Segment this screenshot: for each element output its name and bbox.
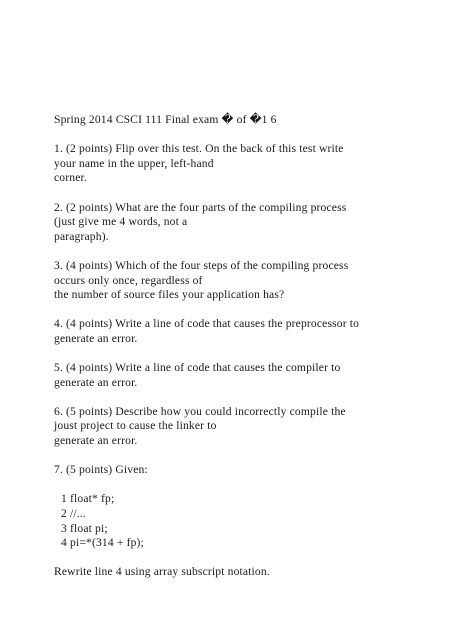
text-line: generate an error. — [54, 331, 138, 345]
text-line: generate an error. — [54, 434, 138, 448]
paragraph-gap — [54, 244, 414, 259]
paragraph-gap — [54, 303, 414, 318]
code-line: 4 pi=*(314 + fp); — [61, 536, 144, 550]
text-line: 3. (4 points) Which of the four steps of the compiling process — [54, 258, 349, 272]
question-paragraph — [54, 201, 414, 245]
text-line: occurs only once, regardless of — [54, 273, 203, 287]
exam-text — [54, 113, 414, 580]
paragraph-gap — [54, 128, 414, 143]
text-line: 5. (4 points) Write a line of code that causes the compiler to — [54, 361, 341, 375]
text-line: 4. (4 points) Write a line of code that causes the preprocessor to — [54, 317, 360, 331]
question-paragraph — [54, 565, 414, 580]
text-line: 2. (2 points) What are the four parts of the compiling process — [54, 200, 347, 214]
paragraph-gap — [54, 478, 414, 493]
text-line: generate an error. — [54, 375, 138, 389]
question-paragraph — [54, 361, 414, 390]
text-line: paragraph). — [54, 229, 109, 243]
question-paragraph — [54, 317, 414, 346]
code-line: 3 float pi; — [61, 521, 108, 535]
paragraph-gap — [54, 449, 414, 464]
exam-header — [54, 113, 414, 128]
text-line: Rewrite line 4 using array subscript notation. — [54, 565, 270, 579]
text-line: (just give me 4 words, not a — [54, 215, 188, 229]
text-line: your name in the upper, left-hand — [54, 156, 214, 170]
text-line: 6. (5 points) Describe how you could incorrectly compile the — [54, 404, 346, 418]
paragraph-gap — [54, 347, 414, 362]
text-line: corner. — [54, 171, 87, 185]
question-paragraph — [54, 405, 414, 449]
paragraph-gap — [54, 390, 414, 405]
text-line: joust project to cause the linker to — [54, 419, 217, 433]
question-paragraph — [54, 142, 414, 186]
text-line: the number of source files your application has? — [54, 288, 285, 302]
text-line: 7. (5 points) Given: — [54, 463, 148, 477]
code-line: 1 float* fp; — [61, 492, 115, 506]
question-paragraph — [54, 259, 414, 303]
paragraph-gap — [54, 551, 414, 566]
text-line: 1. (2 points) Flip over this test. On the back of this test write — [54, 142, 344, 156]
question-paragraph — [54, 463, 414, 478]
text-line: Spring 2014 CSCI 111 Final exam � of �1 6 — [54, 113, 277, 126]
code-line: 2 //... — [61, 507, 86, 521]
paragraph-gap — [54, 186, 414, 201]
code-snippet — [54, 492, 414, 550]
